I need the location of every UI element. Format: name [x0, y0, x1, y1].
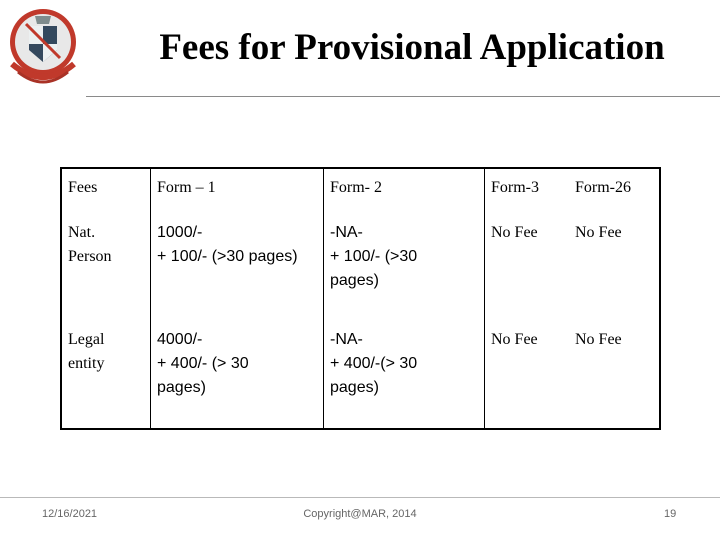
slide-number: 19 — [664, 508, 677, 520]
header-fees: Fees — [61, 168, 151, 214]
fee-amount: -NA- — [330, 330, 363, 348]
fee-extra: pages) — [330, 378, 379, 396]
fee-amount: -NA- — [330, 224, 363, 242]
fee-extra: + 400/- (> 30 — [157, 354, 249, 372]
footer-copyright: Copyright@MAR, 2014 — [303, 508, 417, 520]
row-label-natural-person — [61, 214, 151, 321]
footer-divider — [0, 497, 720, 498]
fee-extra: + 100/- (>30 — [330, 248, 418, 266]
header-form-3: Form-3 — [485, 168, 570, 214]
fee-extra: pages) — [157, 378, 206, 396]
header-form-1: Form – 1 — [151, 168, 324, 214]
cell-form-3: No Fee — [485, 321, 570, 429]
footer-date: 12/16/2021 — [42, 508, 98, 520]
table-row — [61, 321, 660, 429]
table-header-row — [61, 168, 660, 214]
fee-extra: + 400/-(> 30 — [330, 354, 418, 372]
cell-form-26: No Fee — [569, 321, 660, 429]
title-divider — [86, 96, 720, 97]
page-title: Fees for Provisional Application — [159, 27, 665, 68]
university-logo — [2, 2, 84, 94]
row-label-line: entity — [68, 354, 105, 372]
table-row — [61, 214, 660, 321]
cell-form-2 — [324, 321, 485, 429]
fee-extra: + 100/- (>30 pages) — [157, 248, 298, 266]
cell-form-2 — [324, 214, 485, 321]
header-form-26: Form-26 — [569, 168, 660, 214]
cell-form-1 — [151, 321, 324, 429]
row-label-line: Person — [68, 248, 112, 266]
cell-form-1 — [151, 214, 324, 321]
fees-table — [60, 167, 661, 430]
row-label-line: Nat. — [68, 224, 96, 242]
fee-amount: 1000/- — [157, 224, 203, 242]
row-label-legal-entity — [61, 321, 151, 429]
header-form-2: Form- 2 — [324, 168, 485, 214]
row-label-line: Legal — [68, 330, 105, 348]
cell-form-26: No Fee — [569, 214, 660, 321]
cell-form-3: No Fee — [485, 214, 570, 321]
fee-extra: pages) — [330, 272, 379, 290]
fee-amount: 4000/- — [157, 330, 203, 348]
